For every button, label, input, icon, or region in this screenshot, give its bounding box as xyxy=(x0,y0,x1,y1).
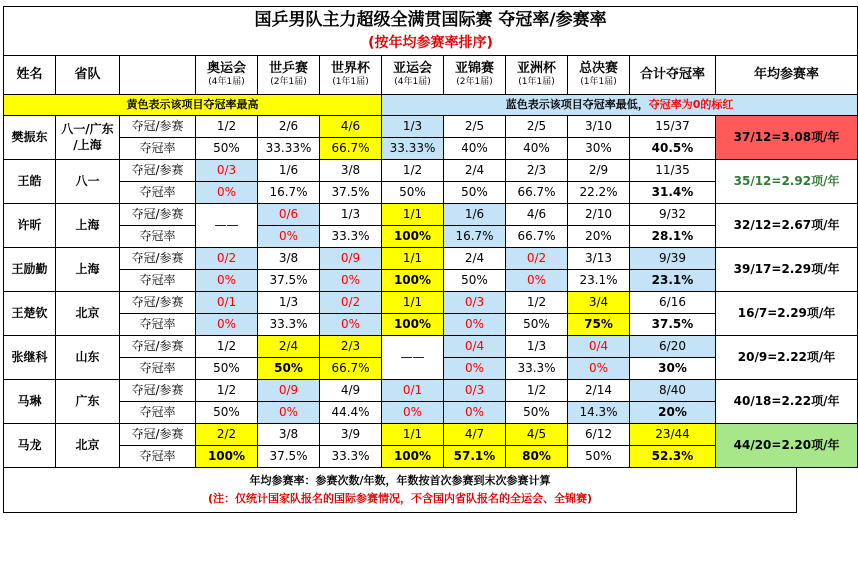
rate-cell: 100% xyxy=(382,314,444,336)
rate-cell: 80% xyxy=(506,446,568,468)
rate-cell: 33.33% xyxy=(382,138,444,160)
rate-cell: 0% xyxy=(382,402,444,424)
wins-cell: 1/1 xyxy=(382,424,444,446)
wins-cell: 2/3 xyxy=(506,160,568,182)
wins-cell: 1/1 xyxy=(382,248,444,270)
row-label-rate: 夺冠率 xyxy=(120,446,196,468)
rate-cell: 33.3% xyxy=(258,314,320,336)
rate-cell: 14.3% xyxy=(568,402,630,424)
total-wins-cell: 15/37 xyxy=(630,116,716,138)
player-name: 樊振东 xyxy=(4,116,56,160)
rate-cell: 50% xyxy=(196,358,258,380)
header-name: 姓名 xyxy=(4,56,56,95)
total-rate-cell: 52.3% xyxy=(630,446,716,468)
total-wins-cell: 9/32 xyxy=(630,204,716,226)
header-province: 省队 xyxy=(56,56,120,95)
player-wins-row xyxy=(4,204,858,226)
annual-rate-cell: 35/12=2.92项/年 xyxy=(716,160,858,204)
wins-cell: 6/12 xyxy=(568,424,630,446)
wins-cell: 0/9 xyxy=(258,380,320,402)
rate-cell: 50% xyxy=(444,270,506,292)
wins-cell: 2/5 xyxy=(444,116,506,138)
row-label-wins: 夺冠/参赛 xyxy=(120,116,196,138)
row-label-wins: 夺冠/参赛 xyxy=(120,204,196,226)
rate-cell: 0% xyxy=(196,270,258,292)
annual-rate-cell: 40/18=2.22项/年 xyxy=(716,380,858,424)
annual-rate-cell: 20/9=2.22项/年 xyxy=(716,336,858,380)
rate-cell: 0% xyxy=(258,226,320,248)
header-event-worlds: 世乒赛 (2年1届) xyxy=(258,56,320,95)
header-event-asiangames: 亚运会 (4年1届) xyxy=(382,56,444,95)
wins-cell: 4/6 xyxy=(506,204,568,226)
rate-cell: 0% xyxy=(444,314,506,336)
wins-cell: 1/2 xyxy=(506,292,568,314)
total-rate-cell: 28.1% xyxy=(630,226,716,248)
rate-cell: 44.4% xyxy=(320,402,382,424)
wins-cell: 0/6 xyxy=(258,204,320,226)
wins-cell: 4/6 xyxy=(320,116,382,138)
wins-cell: 0/3 xyxy=(196,160,258,182)
wins-cell: 0/3 xyxy=(444,380,506,402)
row-label-rate: 夺冠率 xyxy=(120,358,196,380)
row-label-wins: 夺冠/参赛 xyxy=(120,380,196,402)
wins-cell: 1/3 xyxy=(506,336,568,358)
wins-cell: 3/8 xyxy=(320,160,382,182)
header-row xyxy=(4,56,858,95)
header-total: 合计夺冠率 xyxy=(630,56,716,95)
player-province: 八一 xyxy=(56,160,120,204)
wins-cell: 2/6 xyxy=(258,116,320,138)
header-annual: 年均参赛率 xyxy=(716,56,858,95)
rate-cell: 50% xyxy=(382,182,444,204)
wins-cell: 1/2 xyxy=(196,336,258,358)
row-label-wins: 夺冠/参赛 xyxy=(120,248,196,270)
wins-cell: 1/2 xyxy=(506,380,568,402)
wins-cell: 3/4 xyxy=(568,292,630,314)
header-event-finals: 总决赛 (1年1届) xyxy=(568,56,630,95)
row-label-rate: 夺冠率 xyxy=(120,226,196,248)
wins-cell: 2/9 xyxy=(568,160,630,182)
page-subtitle: (按年均参赛率排序) xyxy=(4,33,858,56)
player-wins-row xyxy=(4,424,858,446)
wins-cell: 2/14 xyxy=(568,380,630,402)
notes-table xyxy=(3,467,797,513)
header-event-olympics: 奥运会 (4年1届) xyxy=(196,56,258,95)
rate-cell: 66.7% xyxy=(506,182,568,204)
total-rate-cell: 37.5% xyxy=(630,314,716,336)
wins-cell: 0/1 xyxy=(196,292,258,314)
player-name: 许昕 xyxy=(4,204,56,248)
rate-cell: 0% xyxy=(568,358,630,380)
note-scope: (注：仅统计国家队报名的国际参赛情况，不含国内省队报名的全运会、全锦赛) xyxy=(207,491,593,505)
note-annual-definition: 年均参赛率：参赛次数/年数，年数按首次参赛到末次参赛计算 xyxy=(249,474,551,488)
row-label-rate: 夺冠率 xyxy=(120,138,196,160)
notes-cell xyxy=(4,468,797,513)
page-title: 国乒男队主力超级全满贯国际赛 夺冠率/参赛率 xyxy=(4,7,858,34)
rate-cell: 37.5% xyxy=(320,182,382,204)
player-wins-row xyxy=(4,336,858,358)
rate-cell: 66.7% xyxy=(320,358,382,380)
total-rate-cell: 30% xyxy=(630,358,716,380)
wins-cell: 3/8 xyxy=(258,248,320,270)
rate-cell: 50% xyxy=(506,402,568,424)
total-wins-cell: 11/35 xyxy=(630,160,716,182)
rate-cell: 0% xyxy=(196,314,258,336)
wins-cell: 0/2 xyxy=(196,248,258,270)
header-blank xyxy=(120,56,196,95)
row-label-rate: 夺冠率 xyxy=(120,314,196,336)
player-province: 北京 xyxy=(56,292,120,336)
wins-cell: 1/2 xyxy=(382,160,444,182)
legend-row xyxy=(4,95,858,116)
rate-cell: 0% xyxy=(320,314,382,336)
rate-cell: 50% xyxy=(196,138,258,160)
legend-blue: 蓝色表示该项目夺冠率最低，夺冠率为0的标红 xyxy=(382,95,858,116)
player-province: 八一/广东 /上海 xyxy=(56,116,120,160)
legend-yellow: 黄色表示该项目夺冠率最高 xyxy=(4,95,382,116)
rate-cell: 33.3% xyxy=(320,446,382,468)
rate-cell: 20% xyxy=(568,226,630,248)
header-event-worldcup: 世界杯 (1年1届) xyxy=(320,56,382,95)
total-wins-cell: 9/39 xyxy=(630,248,716,270)
wins-cell: 0/1 xyxy=(382,380,444,402)
rate-cell: 50% xyxy=(258,358,320,380)
wins-cell: 4/5 xyxy=(506,424,568,446)
wins-cell: 2/4 xyxy=(258,336,320,358)
rate-cell: 37.5% xyxy=(258,270,320,292)
row-label-wins: 夺冠/参赛 xyxy=(120,424,196,446)
rate-cell: 33.3% xyxy=(320,226,382,248)
player-name: 张继科 xyxy=(4,336,56,380)
wins-cell: 0/2 xyxy=(320,292,382,314)
wins-cell: 4/7 xyxy=(444,424,506,446)
wins-cell: 1/3 xyxy=(382,116,444,138)
rate-cell: 16.7% xyxy=(258,182,320,204)
wins-cell: 0/4 xyxy=(568,336,630,358)
wins-cell: 1/2 xyxy=(196,116,258,138)
player-province: 北京 xyxy=(56,424,120,468)
total-wins-cell: 8/40 xyxy=(630,380,716,402)
total-wins-cell: 23/44 xyxy=(630,424,716,446)
rate-cell: 0% xyxy=(506,270,568,292)
annual-rate-cell: 32/12=2.67项/年 xyxy=(716,204,858,248)
annual-rate-cell: 44/20=2.20项/年 xyxy=(716,424,858,468)
row-label-wins: 夺冠/参赛 xyxy=(120,336,196,358)
wins-cell: 1/1 xyxy=(382,292,444,314)
total-rate-cell: 20% xyxy=(630,402,716,424)
wins-cell: 0/2 xyxy=(506,248,568,270)
wins-cell: 2/10 xyxy=(568,204,630,226)
total-rate-cell: 23.1% xyxy=(630,270,716,292)
player-name: 马龙 xyxy=(4,424,56,468)
row-label-rate: 夺冠率 xyxy=(120,402,196,424)
not-participated-cell: —— xyxy=(196,204,258,248)
wins-cell: 1/6 xyxy=(444,204,506,226)
total-rate-cell: 40.5% xyxy=(630,138,716,160)
rate-cell: 50% xyxy=(506,314,568,336)
wins-cell: 1/1 xyxy=(382,204,444,226)
rate-cell: 50% xyxy=(196,402,258,424)
wins-cell: 2/2 xyxy=(196,424,258,446)
total-wins-cell: 6/16 xyxy=(630,292,716,314)
wins-cell: 1/3 xyxy=(258,292,320,314)
not-participated-cell: —— xyxy=(382,336,444,380)
rate-cell: 40% xyxy=(444,138,506,160)
player-province: 上海 xyxy=(56,204,120,248)
wins-cell: 3/10 xyxy=(568,116,630,138)
rate-cell: 100% xyxy=(382,270,444,292)
wins-cell: 2/4 xyxy=(444,160,506,182)
player-wins-row xyxy=(4,248,858,270)
wins-cell: 3/8 xyxy=(258,424,320,446)
rate-cell: 100% xyxy=(196,446,258,468)
rate-cell: 0% xyxy=(258,402,320,424)
rate-cell: 40% xyxy=(506,138,568,160)
player-wins-row xyxy=(4,380,858,402)
stats-table xyxy=(3,6,858,468)
player-name: 王皓 xyxy=(4,160,56,204)
player-province: 山东 xyxy=(56,336,120,380)
player-province: 上海 xyxy=(56,248,120,292)
wins-cell: 0/4 xyxy=(444,336,506,358)
player-wins-row xyxy=(4,116,858,138)
wins-cell: 0/3 xyxy=(444,292,506,314)
row-label-wins: 夺冠/参赛 xyxy=(120,292,196,314)
wins-cell: 1/3 xyxy=(320,204,382,226)
rate-cell: 33.3% xyxy=(506,358,568,380)
wins-cell: 2/5 xyxy=(506,116,568,138)
player-name: 王楚钦 xyxy=(4,292,56,336)
rate-cell: 66.7% xyxy=(506,226,568,248)
annual-rate-cell: 39/17=2.29项/年 xyxy=(716,248,858,292)
rate-cell: 0% xyxy=(196,182,258,204)
rate-cell: 37.5% xyxy=(258,446,320,468)
stats-table-container xyxy=(3,6,840,539)
rate-cell: 23.1% xyxy=(568,270,630,292)
rate-cell: 0% xyxy=(444,402,506,424)
row-label-rate: 夺冠率 xyxy=(120,270,196,292)
wins-cell: 0/9 xyxy=(320,248,382,270)
player-name: 马琳 xyxy=(4,380,56,424)
total-rate-cell: 31.4% xyxy=(630,182,716,204)
rate-cell: 0% xyxy=(444,358,506,380)
rate-cell: 66.7% xyxy=(320,138,382,160)
rate-cell: 50% xyxy=(568,446,630,468)
rate-cell: 30% xyxy=(568,138,630,160)
player-name: 王励勤 xyxy=(4,248,56,292)
row-label-rate: 夺冠率 xyxy=(120,182,196,204)
wins-cell: 2/4 xyxy=(444,248,506,270)
player-wins-row xyxy=(4,160,858,182)
rate-cell: 16.7% xyxy=(444,226,506,248)
rate-cell: 75% xyxy=(568,314,630,336)
wins-cell: 4/9 xyxy=(320,380,382,402)
rate-cell: 33.33% xyxy=(258,138,320,160)
player-wins-row xyxy=(4,292,858,314)
wins-cell: 3/13 xyxy=(568,248,630,270)
rate-cell: 100% xyxy=(382,226,444,248)
total-wins-cell: 6/20 xyxy=(630,336,716,358)
annual-rate-cell: 37/12=3.08项/年 xyxy=(716,116,858,160)
wins-cell: 2/3 xyxy=(320,336,382,358)
header-event-asiancup: 亚洲杯 (1年1届) xyxy=(506,56,568,95)
header-event-asianchamps: 亚锦赛 (2年1届) xyxy=(444,56,506,95)
wins-cell: 1/2 xyxy=(196,380,258,402)
rate-cell: 0% xyxy=(320,270,382,292)
wins-cell: 1/6 xyxy=(258,160,320,182)
player-province: 广东 xyxy=(56,380,120,424)
row-label-wins: 夺冠/参赛 xyxy=(120,160,196,182)
rate-cell: 50% xyxy=(444,182,506,204)
annual-rate-cell: 16/7=2.29项/年 xyxy=(716,292,858,336)
rate-cell: 100% xyxy=(382,446,444,468)
rate-cell: 57.1% xyxy=(444,446,506,468)
rate-cell: 22.2% xyxy=(568,182,630,204)
wins-cell: 3/9 xyxy=(320,424,382,446)
